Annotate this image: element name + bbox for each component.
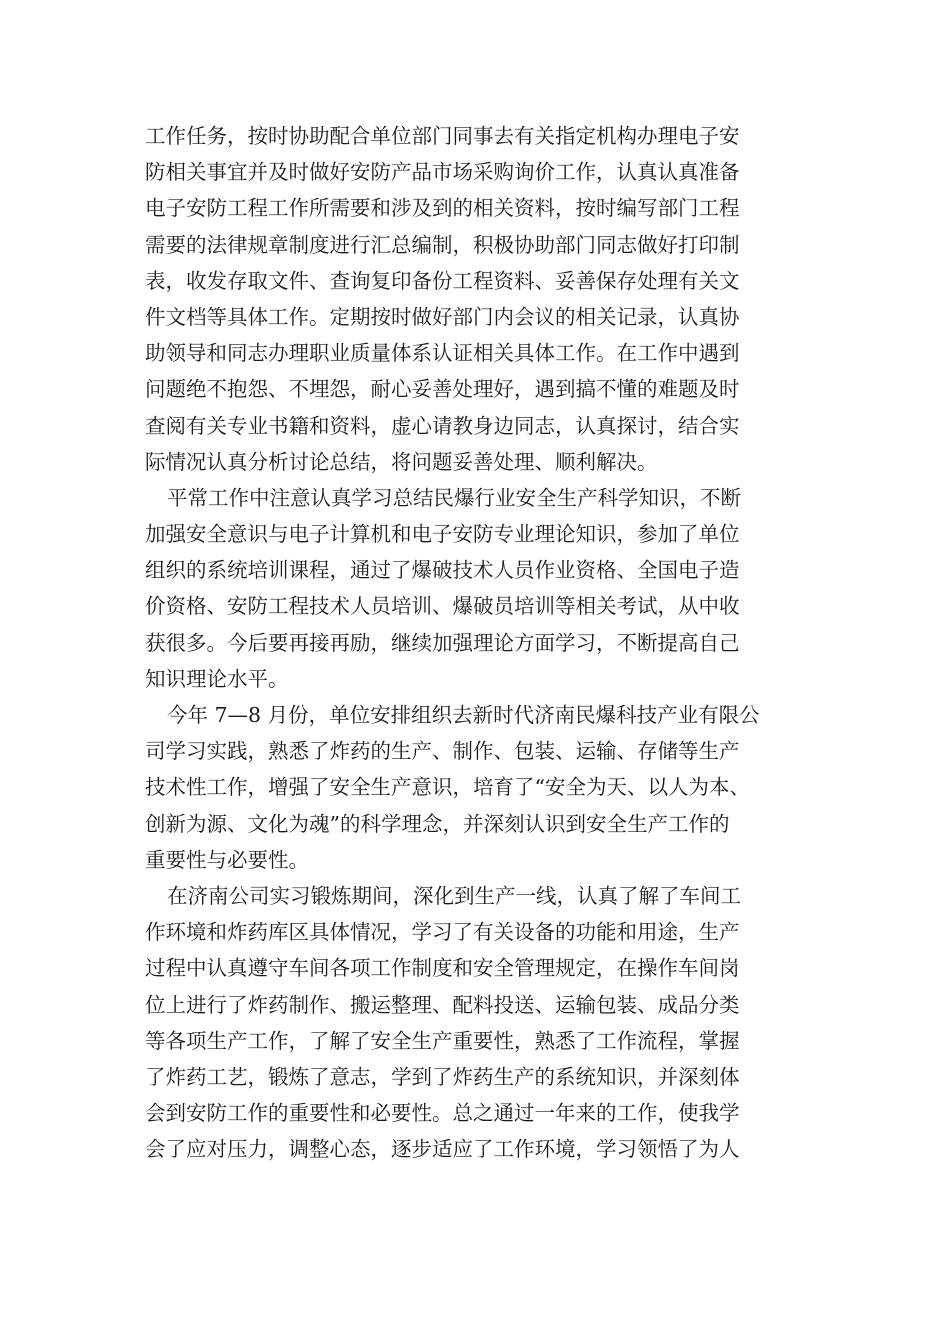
text-line: 知识理论水平。 bbox=[145, 666, 289, 691]
text-line: 会到安防工作的重要性和必要性。总之通过一年来的工作，使我学 bbox=[145, 1101, 740, 1126]
text-line: 今年 7—8 月份，单位安排组织去新时代济南民爆科技产业有限公 bbox=[167, 703, 760, 727]
body-text bbox=[145, 118, 810, 1167]
text-line: 防相关事宜并及时做好安防产品市场采购询价工作，认真认真准备 bbox=[145, 160, 740, 185]
text-line: 司学习实践，熟悉了炸药的生产、制作、包装、运输、存储等生产 bbox=[145, 739, 740, 764]
text-line: 技术性工作，增强了安全生产意识，培育了“安全为天、以人为本、 bbox=[145, 775, 750, 800]
text-line: 位上进行了炸药制作、搬运整理、配料投送、运输包装、成品分类 bbox=[145, 992, 740, 1017]
text-line: 组织的系统培训课程，通过了爆破技术人员作业资格、全国电子造 bbox=[145, 558, 740, 583]
text-line: 价资格、安防工程技术人员培训、爆破员培训等相关考试，从中收 bbox=[145, 594, 740, 619]
text-line: 作环境和炸药库区具体情况，学习了有关设备的功能和用途，生产 bbox=[145, 920, 740, 945]
text-line: 电子安防工程工作所需要和涉及到的相关资料，按时编写部门工程 bbox=[145, 196, 740, 221]
text-line: 会了应对压力，调整心态，逐步适应了工作环境，学习领悟了为人 bbox=[145, 1137, 740, 1162]
text-line: 工作任务，按时协助配合单位部门同事去有关指定机构办理电子安 bbox=[145, 124, 740, 148]
text-line: 等各项生产工作，了解了安全生产重要性，熟悉了工作流程，掌握 bbox=[145, 1028, 740, 1053]
text-line: 问题绝不抱怨、不埋怨，耐心妥善处理好，遇到搞不懂的难题及时 bbox=[145, 377, 740, 402]
text-line: 在济南公司实习锻炼期间，深化到生产一线，认真了解了车间工 bbox=[167, 883, 741, 908]
text-line: 查阅有关专业书籍和资料，虚心请教身边同志，认真探讨，结合实 bbox=[145, 413, 740, 438]
text-line: 过程中认真遵守车间各项工作制度和安全管理规定，在操作车间岗 bbox=[145, 956, 740, 981]
text-line: 平常工作中注意认真学习总结民爆行业安全生产科学知识，不断 bbox=[167, 485, 741, 510]
text-line: 件文档等具体工作。定期按时做好部门内会议的相关记录，认真协 bbox=[145, 304, 740, 329]
text-line: 创新为源、文化为魂”的科学理念，并深刻认识到安全生产工作的 bbox=[145, 811, 730, 836]
text-line: 际情况认真分析讨论总结，将问题妥善处理、顺利解决。 bbox=[145, 449, 658, 474]
text-line: 了炸药工艺，锻炼了意志，学到了炸药生产的系统知识，并深刻体 bbox=[145, 1064, 740, 1089]
text-line: 重要性与必要性。 bbox=[145, 847, 309, 872]
text-line: 加强安全意识与电子计算机和电子安防专业理论知识，参加了单位 bbox=[145, 522, 740, 547]
text-line: 助领导和同志办理职业质量体系认证相关具体工作。在工作中遇到 bbox=[145, 341, 740, 366]
text-line: 获很多。今后要再接再励，继续加强理论方面学习，不断提高自己 bbox=[145, 630, 740, 655]
text-line: 需要的法律规章制度进行汇总编制，积极协助部门同志做好打印制 bbox=[145, 232, 740, 257]
text-line: 表，收发存取文件、查询复印备份工程资料、妥善保存处理有关文 bbox=[145, 268, 740, 293]
